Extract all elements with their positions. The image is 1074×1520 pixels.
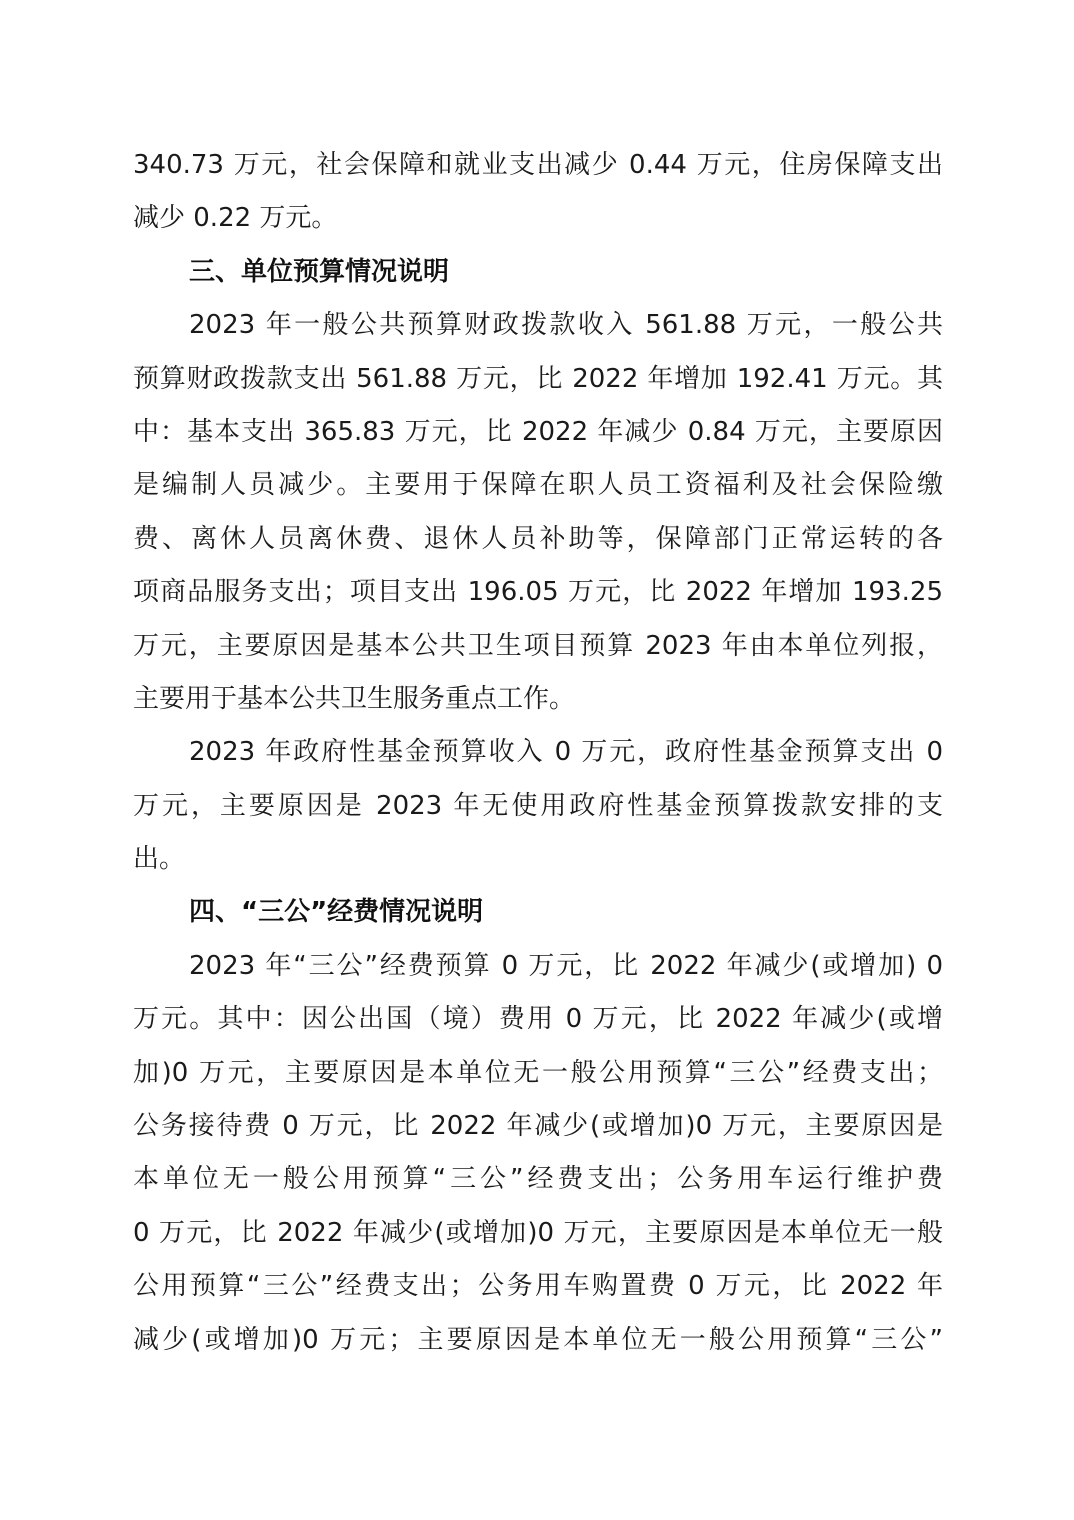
text-line: 中：基本支出 365.83 万元，比 2022 年减少 0.84 万元，主要原因 <box>133 416 943 447</box>
text-line: 加)0 万元，主要原因是本单位无一般公用预算“三公”经费支出； <box>133 1057 943 1088</box>
document-body <box>133 139 943 1367</box>
text-line: 预算财政拨款支出 561.88 万元，比 2022 年增加 192.41 万元。其 <box>133 363 943 394</box>
text-line: 公用预算“三公”经费支出；公务用车购置费 0 万元，比 2022 年 <box>133 1271 943 1302</box>
text-line: 2023 年一般公共预算财政拨款收入 561.88 万元，一般公共 <box>189 310 943 341</box>
text-line: 减少(或增加)0 万元；主要原因是本单位无一般公用预算“三公” <box>133 1324 943 1355</box>
text-line: 主要用于基本公共卫生服务重点工作。 <box>133 683 576 714</box>
text-line: 项商品服务支出；项目支出 196.05 万元，比 2022 年增加 193.25 <box>133 577 943 608</box>
text-line: 万元，主要原因是 2023 年无使用政府性基金预算拨款安排的支 <box>133 790 943 821</box>
text-line: 出。 <box>133 844 186 875</box>
text-line: 费、离休人员离休费、退休人员补助等，保障部门正常运转的各 <box>133 523 943 554</box>
text-line: 万元。其中：因公出国（境）费用 0 万元，比 2022 年减少(或增 <box>133 1004 943 1035</box>
text-line: 0 万元，比 2022 年减少(或增加)0 万元，主要原因是本单位无一般 <box>133 1217 943 1248</box>
text-line: 2023 年政府性基金预算收入 0 万元，政府性基金预算支出 0 <box>189 737 943 768</box>
text-line: 万元，主要原因是基本公共卫生项目预算 2023 年由本单位列报， <box>133 630 943 661</box>
text-line: 340.73 万元，社会保障和就业支出减少 0.44 万元，住房保障支出 <box>133 150 943 180</box>
text-line: 减少 0.22 万元。 <box>133 203 338 234</box>
text-line: 本单位无一般公用预算“三公”经费支出；公务用车运行维护费 <box>133 1164 943 1195</box>
text-line: 2023 年“三公”经费预算 0 万元，比 2022 年减少(或增加) 0 <box>189 950 943 981</box>
section-heading: 三、单位预算情况说明 <box>189 256 450 287</box>
text-line: 是编制人员减少。主要用于保障在职人员工资福利及社会保险缴 <box>133 470 943 501</box>
section-heading: 四、“三公”经费情况说明 <box>189 897 484 928</box>
text-line: 公务接待费 0 万元，比 2022 年减少(或增加)0 万元，主要原因是 <box>133 1111 943 1142</box>
